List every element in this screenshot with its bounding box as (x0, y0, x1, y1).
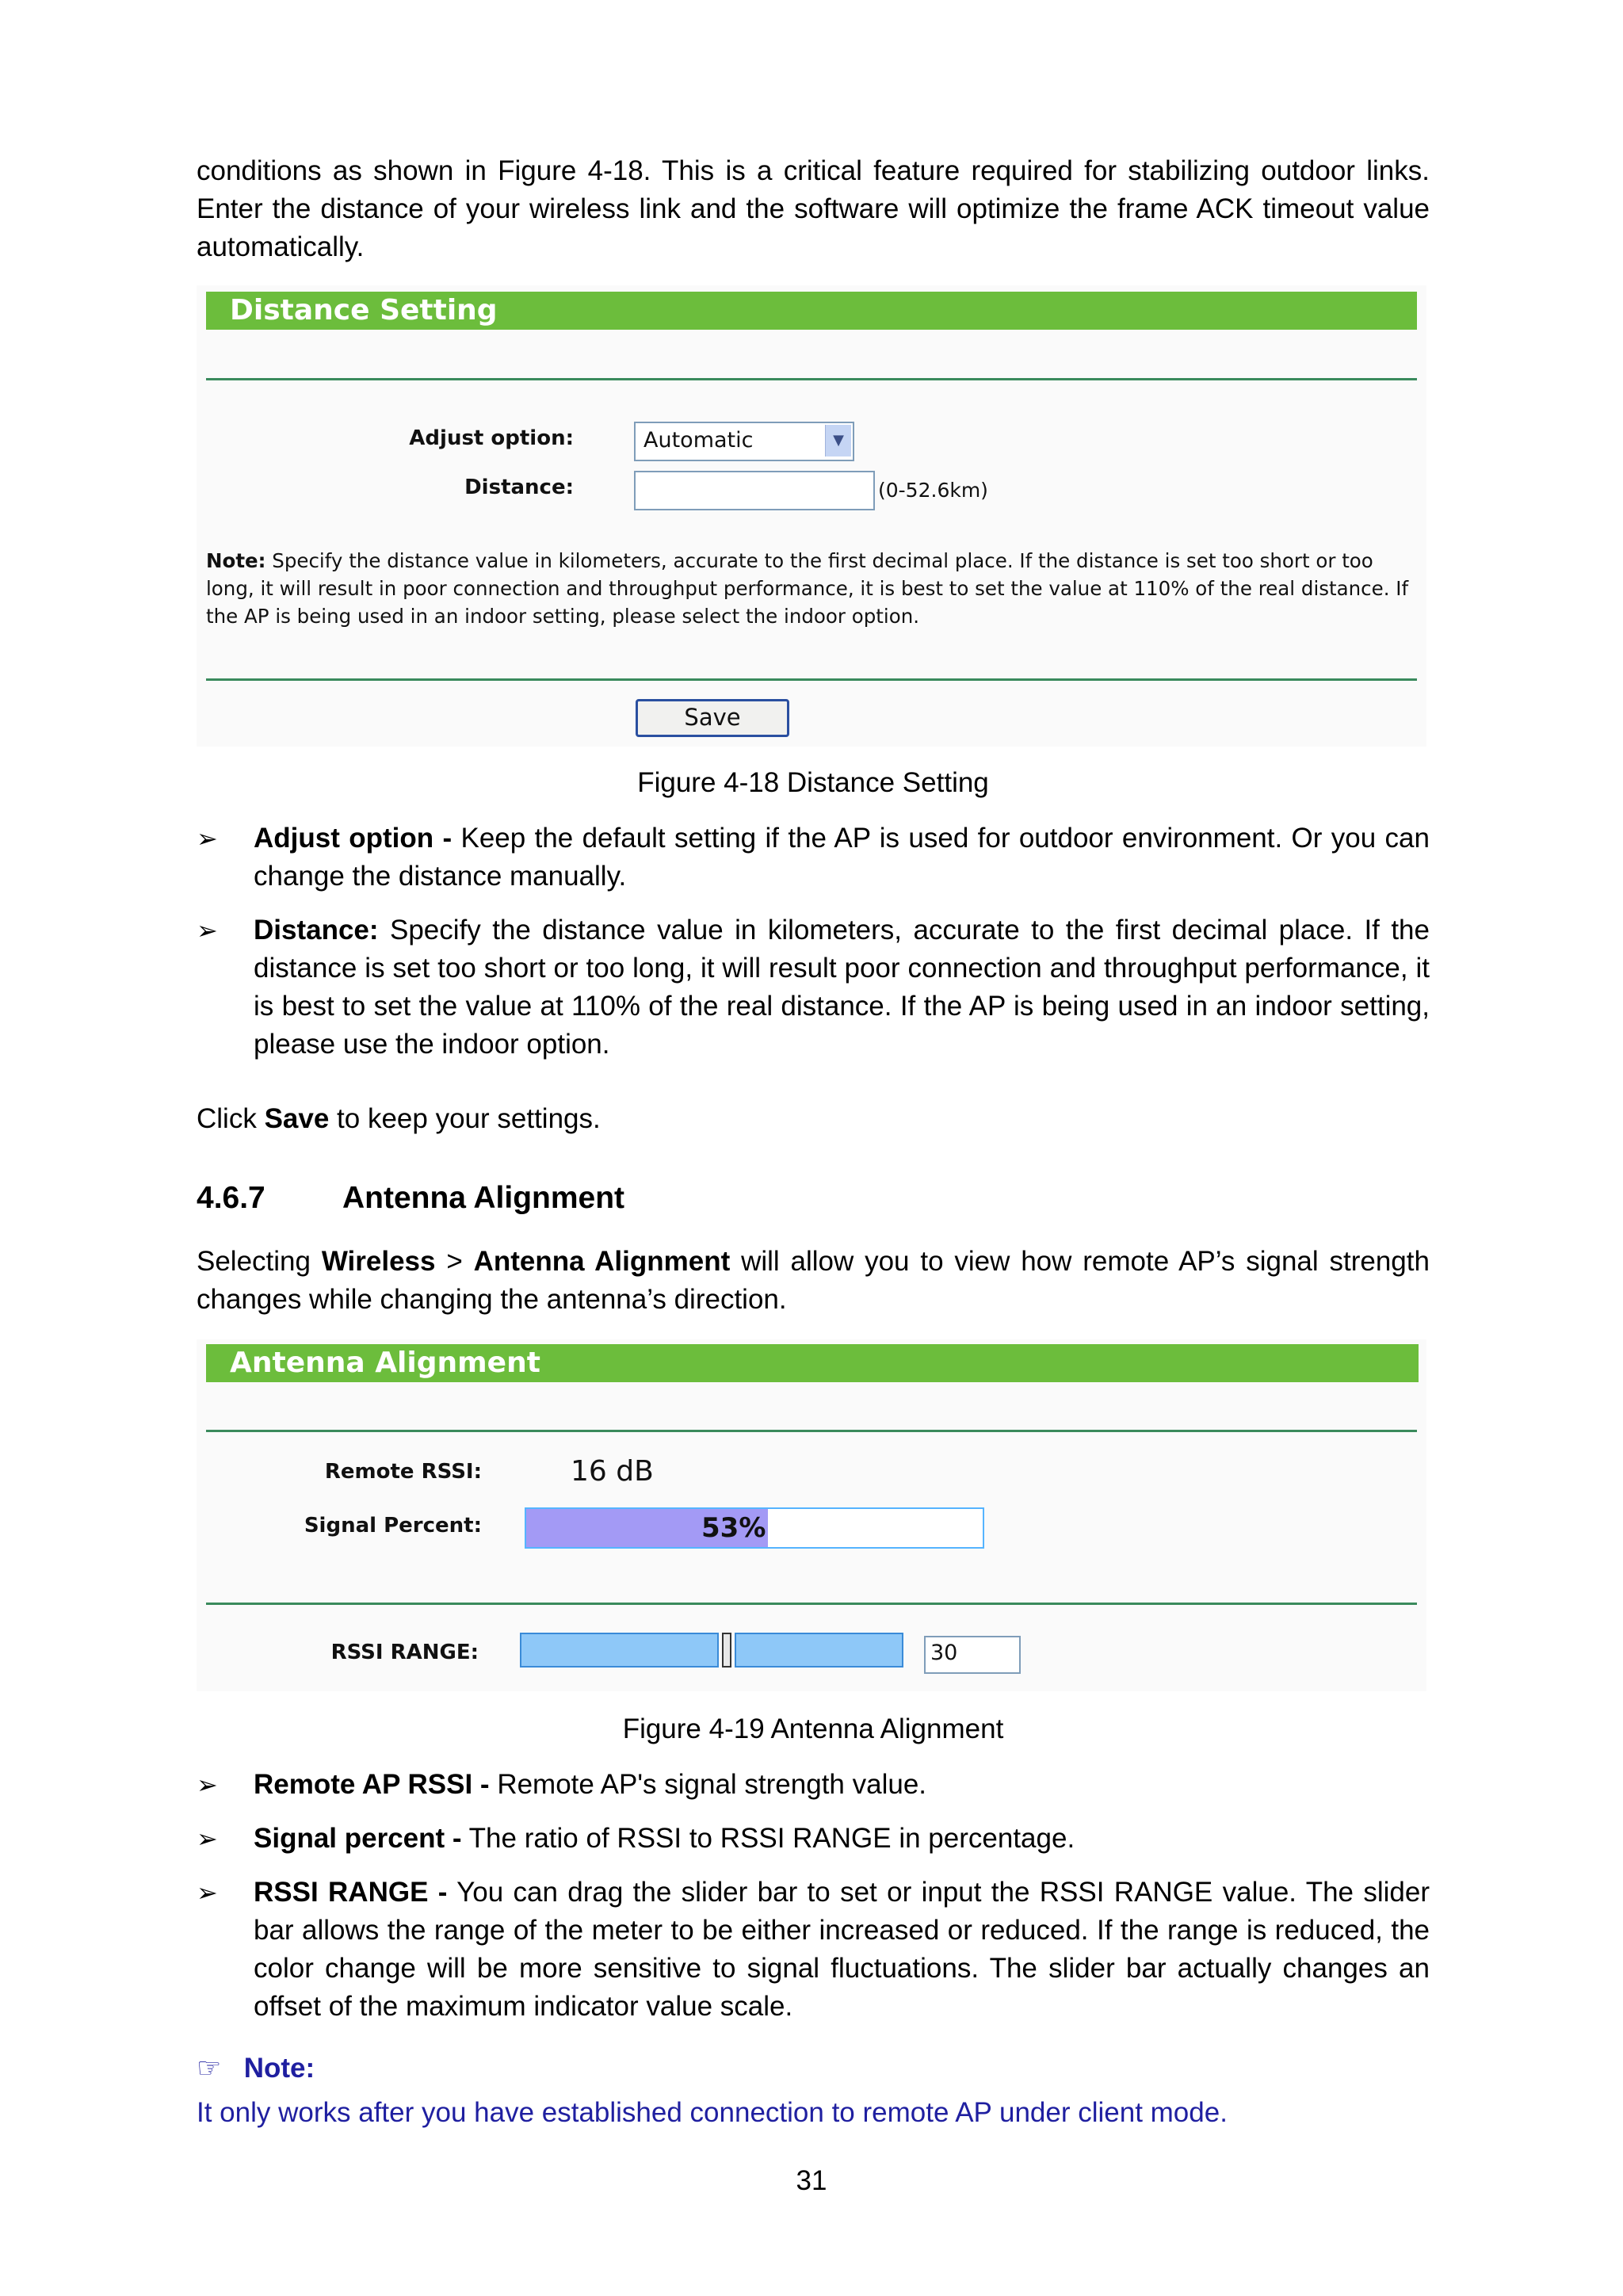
signal-percent-value: 53% (701, 1512, 766, 1544)
panel-title: Distance Setting (206, 292, 1417, 330)
text-bold: Wireless (321, 1246, 436, 1277)
divider (206, 1430, 1417, 1432)
text: Selecting (197, 1246, 311, 1277)
signal-percent-meter (525, 1507, 984, 1549)
rssi-range-slider-handle[interactable] (722, 1633, 731, 1668)
distance-setting-panel (197, 285, 1426, 747)
distance-input[interactable] (634, 471, 875, 510)
rssi-range-slider-track[interactable] (520, 1633, 719, 1668)
text: to keep your settings. (337, 1103, 601, 1134)
list-item-term: Signal percent - (254, 1823, 462, 1854)
note-heading (197, 2050, 315, 2088)
list-item-term: Adjust option - (254, 823, 453, 854)
bullet-arrow-icon: ➢ (197, 915, 218, 946)
bullet-arrow-icon: ➢ (197, 823, 218, 854)
list-item (254, 1820, 1430, 1858)
text-bold: Save (264, 1103, 330, 1134)
signal-percent-label: Signal Percent: (304, 1514, 482, 1538)
click-save-paragraph (197, 1100, 1430, 1138)
list-item-text: Remote AP's signal strength value. (497, 1769, 927, 1800)
text: will allow you to view how remote AP’s signal strength changes while changing the antenna’s direction. (197, 1246, 1430, 1315)
panel-note-label: Note: (206, 549, 266, 572)
note-text: It only works after you have established connection to remote AP under client mode. (197, 2097, 1228, 2128)
distance-label: Distance: (464, 476, 574, 499)
adjust-option-value: Automatic (643, 428, 754, 453)
section-title: Antenna Alignment (342, 1181, 625, 1215)
list-item (254, 911, 1430, 1064)
bullet-arrow-icon: ➢ (197, 1878, 218, 1908)
intro-paragraph: conditions as shown in Figure 4-18. This is a critical feature required for stabilizing outdoor links. Enter the distance of your wireless link and the software will optimize the frame ACK timeout value automatically. (197, 155, 1430, 262)
list-item-term: Distance: (254, 915, 379, 946)
text: Click (197, 1103, 257, 1134)
list-item-text: Keep the default setting if the AP is used for outdoor environment. Or you can change the distance manually. (254, 823, 1430, 892)
antenna-alignment-panel (197, 1339, 1426, 1691)
remote-rssi-label: Remote RSSI: (324, 1460, 482, 1484)
bullet-arrow-icon: ➢ (197, 1770, 218, 1800)
adjust-option-label: Adjust option: (409, 426, 574, 450)
figure-caption: Figure 4-18 Distance Setting (637, 767, 989, 798)
hand-pointing-icon: ☞ (197, 2053, 222, 2084)
rssi-range-label: RSSI RANGE: (330, 1641, 479, 1664)
list-item-term: RSSI RANGE - (254, 1877, 448, 1908)
divider (206, 1603, 1417, 1605)
rssi-range-input[interactable]: 30 (924, 1636, 1021, 1674)
text: > (446, 1246, 463, 1277)
panel-title: Antenna Alignment (206, 1344, 1419, 1382)
list-item-term: Remote AP RSSI - (254, 1769, 490, 1800)
section-intro-paragraph (197, 1243, 1430, 1319)
figure-caption: Figure 4-19 Antenna Alignment (622, 1713, 1004, 1744)
text-bold: Antenna Alignment (473, 1246, 731, 1277)
save-button[interactable]: Save (636, 699, 789, 737)
remote-rssi-value: 16 dB (571, 1455, 654, 1488)
chevron-down-icon[interactable]: ▼ (825, 425, 851, 457)
distance-range-hint: (0-52.6km) (878, 479, 988, 502)
list-item (254, 1766, 1430, 1804)
list-item-text: The ratio of RSSI to RSSI RANGE in percentage. (468, 1823, 1075, 1854)
rssi-range-slider-track[interactable] (735, 1633, 903, 1668)
list-item-text: Specify the distance value in kilometers, accurate to the first decimal place. If the distance is set too short or too long, it will result poor connection and throughput performance, it is best to set the value at 110% of the real distance. If the AP is being used in an indoor setting, please use the indoor option. (254, 915, 1430, 1060)
panel-note (206, 547, 1411, 630)
list-item (254, 819, 1430, 896)
divider (206, 378, 1417, 380)
adjust-option-select[interactable] (634, 422, 854, 461)
divider (206, 678, 1417, 681)
panel-note-text: Specify the distance value in kilometers, accurate to the first decimal place. If the distance is set too short or too long, it will result in poor connection and throughput performance, it is best to set the value at 110% of the real distance. If the AP is being used in an indoor setting, please select the indoor option. (206, 549, 1409, 628)
section-number: 4.6.7 (197, 1181, 265, 1215)
bullet-arrow-icon: ➢ (197, 1824, 218, 1854)
page-number: 31 (796, 2165, 827, 2196)
list-item-text: You can drag the slider bar to set or input the RSSI RANGE value. The slider bar allows the range of the meter to be either increased or reduced. If the range is reduced, the color change will be more sensitive to signal fluctuations. The slider bar actually changes an offset of the maximum indicator value scale. (254, 1877, 1430, 2022)
list-item (254, 1874, 1430, 2026)
note-label: Note: (243, 2053, 315, 2084)
